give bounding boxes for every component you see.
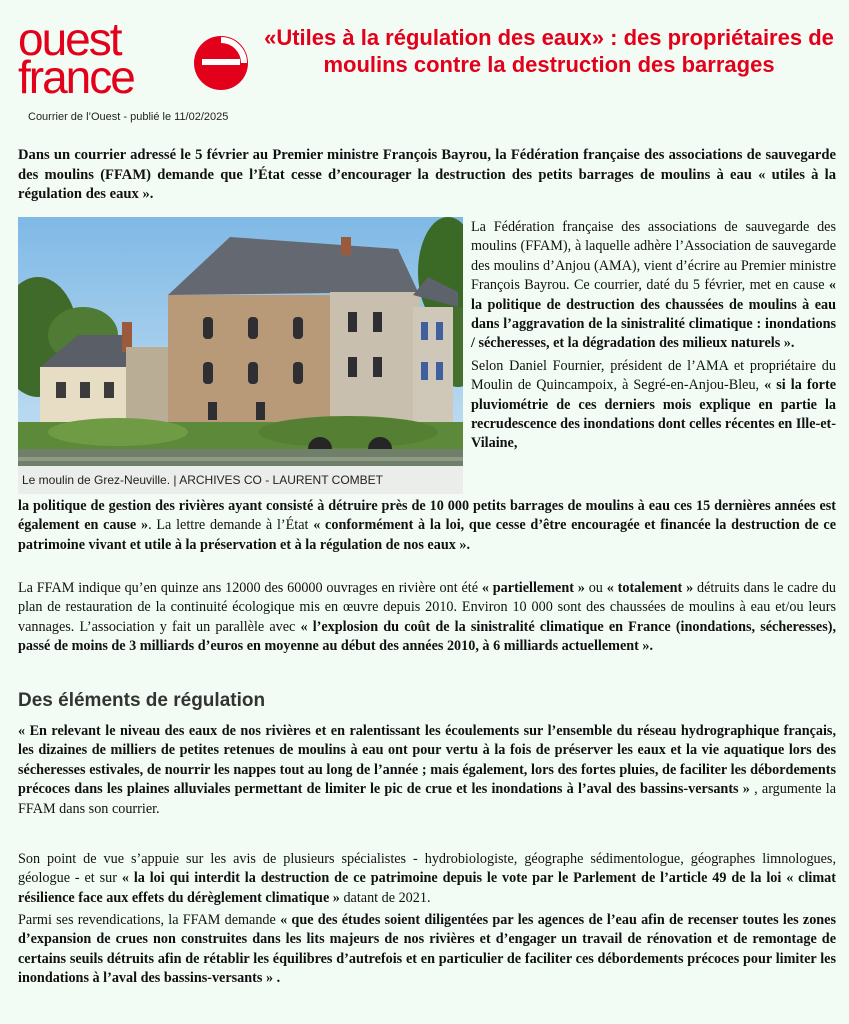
paragraph-demands — [18, 911, 836, 989]
article-source: Courrier de l’Ouest - publié le 11/02/2025 — [28, 111, 229, 123]
mill-photo-illustration — [18, 217, 463, 494]
ouest-france-logo[interactable] — [18, 13, 246, 103]
paragraph-ffam-letter — [471, 218, 836, 354]
section-heading: Des éléments de régulation — [18, 690, 266, 711]
quote-span: « partiellement » — [481, 580, 585, 596]
paragraph-ffam-figures — [18, 579, 836, 657]
quote-span: « totalement » — [606, 580, 694, 596]
quote-span: « si la forte pluviométrie de ces derniers mois explique en partie la recrudescence des inondations dont celles récentes en Ille-et-Vilaine, — [471, 377, 836, 452]
quote-span: la politique de gestion des rivières ayant consisté à détruire près de 10 000 petits barrages de moulins à eau ces 15 dernières années est également en cause » — [18, 498, 836, 534]
paragraph-continuation — [18, 497, 836, 555]
quote-span: « la politique de destruction des chaussées de moulins à eau dans l’aggravation de la sinistralité climatique : inondations / sécheresses, et la dégradation des milieux naturels ». — [471, 277, 836, 352]
logo-word-ouest: ouest — [18, 13, 121, 65]
quote-span: « la loi qui interdit la destruction de ce patrimoine depuis le vote par le Parlement de l’article 49 de la loi « climat résilience face aux effets du dérèglement climatique » — [18, 870, 836, 906]
paragraph-specialists — [18, 850, 836, 908]
paragraph-regulation-quote — [18, 722, 836, 819]
text-span: . La lettre demande à l’État — [148, 517, 314, 534]
ouest-france-emblem-icon — [194, 28, 248, 98]
logo-word-france: france — [18, 51, 134, 103]
paragraph-fournier — [471, 357, 836, 454]
text-span: datant de 2021. — [339, 889, 431, 906]
text-span: ou — [584, 580, 607, 596]
article-right-column — [471, 218, 836, 457]
text-span: détruits dans le cadre du plan de restauration de la continuité écologique mis en œuvre depuis 2010. Environ 10 000 sont des chaussées de moulins à eau et/ou leurs vannages. L’association y fait un parallèle avec — [18, 580, 837, 635]
text-span: , argumente la FFAM dans son courrier. — [18, 781, 837, 817]
text-span: La Fédération française des associations de sauvegarde des moulins (FFAM), à laquelle adhère l’Association de sauvegarde des moulins d’Anjou (AMA), vient d’écrire au Premier ministre François Bayrou. Ce courrier, daté du 5 février, met en cause — [471, 219, 836, 294]
text-span: Selon Daniel Fournier, président de l’AMA et propriétaire du Moulin de Quincampoix, à Segré-en-Anjou-Bleu, — [471, 357, 836, 394]
photo-caption: Le moulin de Grez-Neuville. | ARCHIVES CO - LAURENT COMBET — [18, 466, 463, 494]
text-span: La FFAM indique qu’en quinze ans 12000 des 60000 ouvrages en rivière ont été — [18, 580, 482, 596]
text-span: Son point de vue s’appuie sur les avis de plusieurs spécialistes - hydrobiologiste, géographe sédimentologue, géographes limnologues, géologue - et sur — [18, 851, 836, 887]
article-photo[interactable] — [18, 217, 463, 494]
text-span: Parmi ses revendications, la FFAM demande — [18, 912, 281, 928]
article-headline: «Utiles à la régulation des eaux» : des propriétaires de moulins contre la destruction des barrages — [264, 25, 834, 77]
quote-span: « En relevant le niveau des eaux de nos rivières et en ralentissant les écoulements sur l’ensemble du réseau hydrographique français, les dizaines de milliers de petites retenues de moulins à eau ont pour vertu à la fois de préserver les eaux et la vie aquatique lors des sécheresses estivales, de nourrir les nappes tout au long de l’année ; mais également, lors des fortes pluies, de faciliter les débordements précoces dans les plaines alluviales permettant de limiter le pic de crue et les inondations à l’aval des bassins-versants » — [18, 723, 836, 798]
quote-span: « conformément à la loi, que cesse d’être encouragée et financée la destruction de ce patrimoine vivant et utile à la préservation et à la régulation de nos eaux ». — [18, 517, 836, 553]
quote-span: « l’explosion du coût de la sinistralité climatique en France (inondations, sécheresses), passé de moins de 3 milliards d’euros en moyenne au début des années 2010, à 6 milliards actuellement ». — [18, 618, 836, 655]
quote-span: « que des études soient diligentées par les agences de l’eau afin de recenser toutes les zones d’expansion de crues non construites dans les lits majeurs de nos rivières et d’engager un travail de rénovation et de remontage de certains seuils détruits afin de rétablir les équilibres d’autrefois et en particulier de faciliter ces débordements précoces pour limiter les inondations à l’aval des bassins-versants » . — [18, 912, 836, 987]
article-lead: Dans un courrier adressé le 5 février au Premier ministre François Bayrou, la Fédération française des associations de sauvegarde des moulins (FFAM) demande que l’État cesse d’encourager la destruction des petits barrages de moulins à eau « utiles à la régulation des eaux ». — [18, 147, 836, 203]
